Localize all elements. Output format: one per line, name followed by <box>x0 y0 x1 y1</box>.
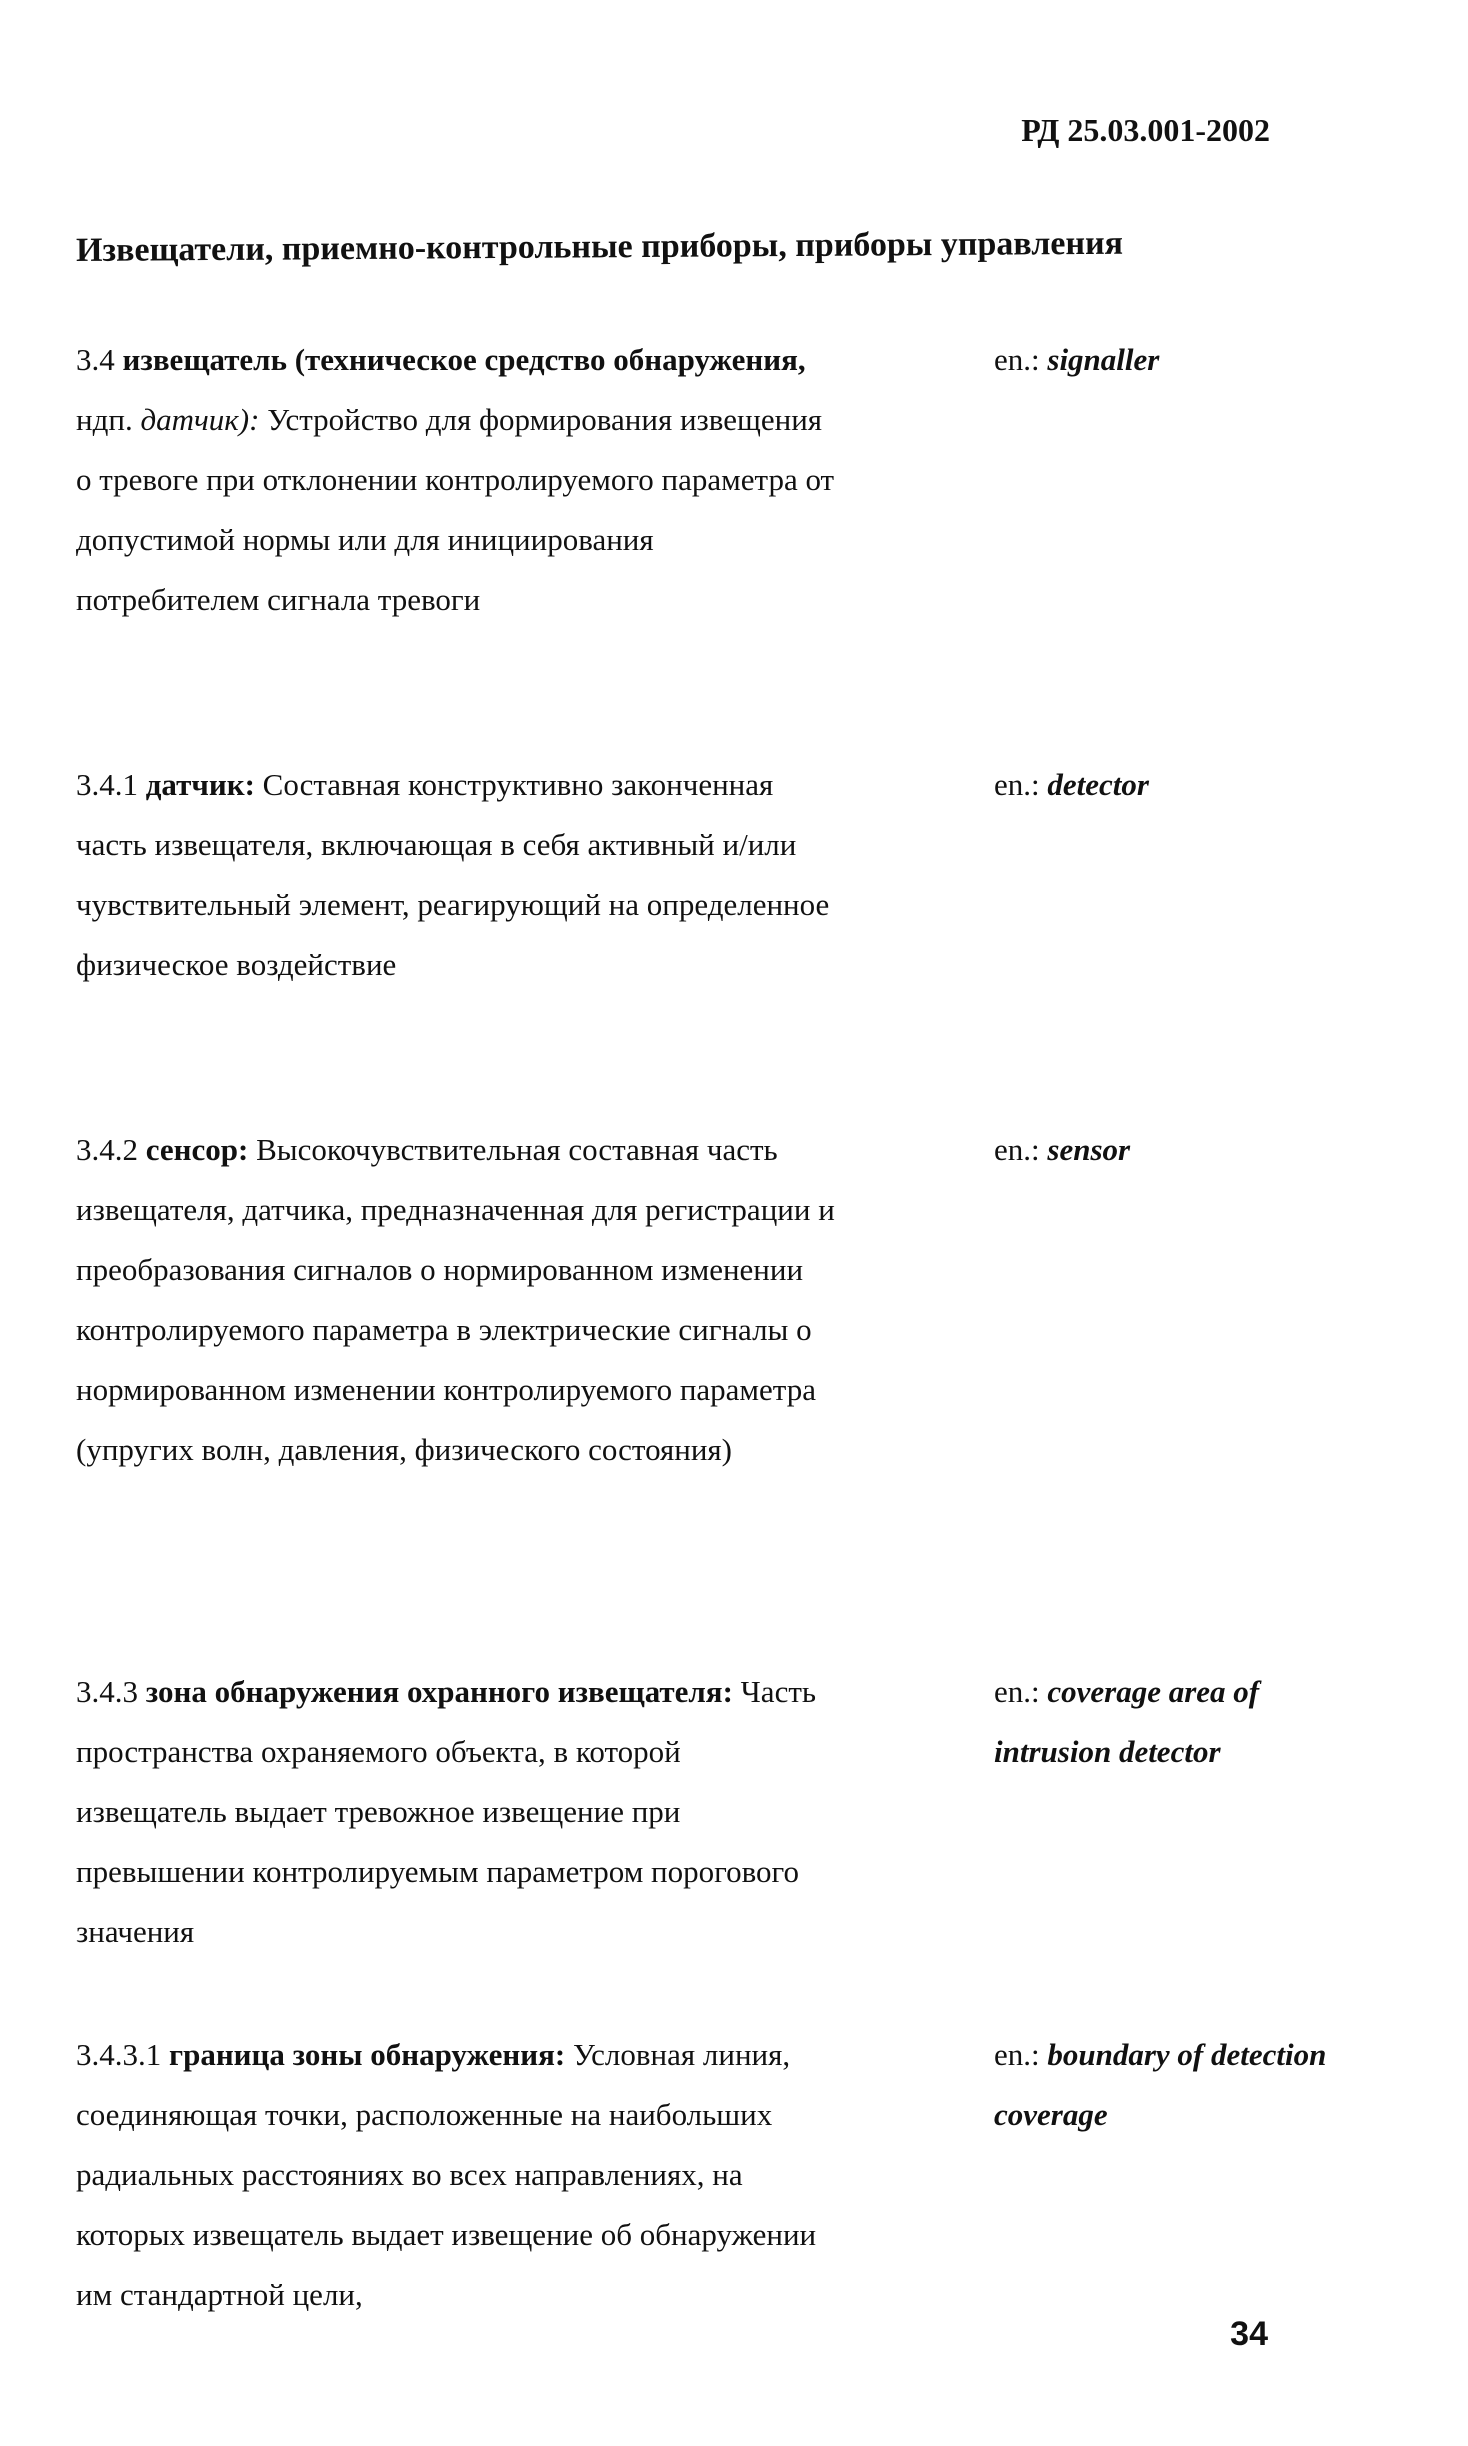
lang-label: en.: <box>994 2037 1040 2072</box>
english-term: sensor <box>1047 1132 1131 1167</box>
term-english <box>994 1662 1354 1782</box>
term-number: 3.4 <box>76 342 115 377</box>
page-number: 34 <box>1230 2315 1268 2353</box>
definition-text: Условная линия, соединяющая точки, расположенные на наибольших радиальных расстояниях во всех направлениях, на которых извещатель выдает извещение об обнаружении им стандартной цели, <box>76 2037 817 2312</box>
lang-label: en.: <box>994 342 1040 377</box>
lang-label: en.: <box>994 1132 1040 1167</box>
term-definition-ru <box>76 1120 836 1480</box>
definition-text: Высокочувствительная составная часть извещателя, датчика, предназначенная для регистрации и преобразования сигналов о нормированном изменении контролируемого параметра в электрические сигналы о нормированном изменении контролируемого параметра (упругих волн, давления, физического состояния) <box>76 1132 835 1467</box>
term-name: извещатель (техническое средство обнаружения, <box>122 342 806 377</box>
term-number: 3.4.3.1 <box>76 2037 162 2072</box>
english-term: signaller <box>1047 342 1160 377</box>
term-entry <box>76 330 1396 630</box>
term-english <box>994 330 1354 390</box>
term-number: 3.4.3 <box>76 1674 138 1709</box>
term-definition-ru <box>76 1662 836 1962</box>
term-name: граница зоны обнаружения: <box>169 2037 566 2072</box>
term-name: датчик: <box>145 767 255 802</box>
term-definition-ru <box>76 330 836 630</box>
english-term: boundary of detection coverage <box>994 2037 1327 2132</box>
term-number: 3.4.1 <box>76 767 138 802</box>
term-english <box>994 1120 1354 1180</box>
definition-text: Часть пространства охраняемого объекта, в которой извещатель выдает тревожное извещение при превышении контролируемым параметром порогового значения <box>76 1674 817 1949</box>
term-name: зона обнаружения охранного извещателя: <box>145 1674 733 1709</box>
term-definition-ru <box>76 2025 836 2325</box>
term-entry <box>76 2025 1396 2325</box>
term-english <box>994 2025 1354 2145</box>
section-title: Извещатели, приемно-контрольные приборы, приборы управления <box>75 224 1124 269</box>
term-entry <box>76 755 1396 995</box>
term-name: сенсор: <box>145 1132 249 1167</box>
deprecated-synonym: датчик): <box>140 402 260 437</box>
term-english <box>994 755 1354 815</box>
lang-label: en.: <box>994 767 1040 802</box>
term-entry <box>76 1662 1396 1962</box>
lang-label: en.: <box>994 1674 1040 1709</box>
english-term: detector <box>1047 767 1149 802</box>
document-code: РД 25.03.001-2002 <box>1021 112 1270 148</box>
definition-text: Составная конструктивно законченная часть извещателя, включающая в себя активный и/или чувствительный элемент, реагирующий на определенное физическое воздействие <box>76 767 830 982</box>
term-number: 3.4.2 <box>76 1132 138 1167</box>
english-term: coverage area of intrusion detector <box>994 1674 1260 1769</box>
term-entry <box>76 1120 1396 1480</box>
synonym-label: ндп. <box>76 402 133 437</box>
term-definition-ru <box>76 755 836 995</box>
definition-text: Устройство для формирования извещения о тревоге при отклонении контролируемого параметра от допустимой нормы или для инициирования потребителем сигнала тревоги <box>76 402 835 617</box>
